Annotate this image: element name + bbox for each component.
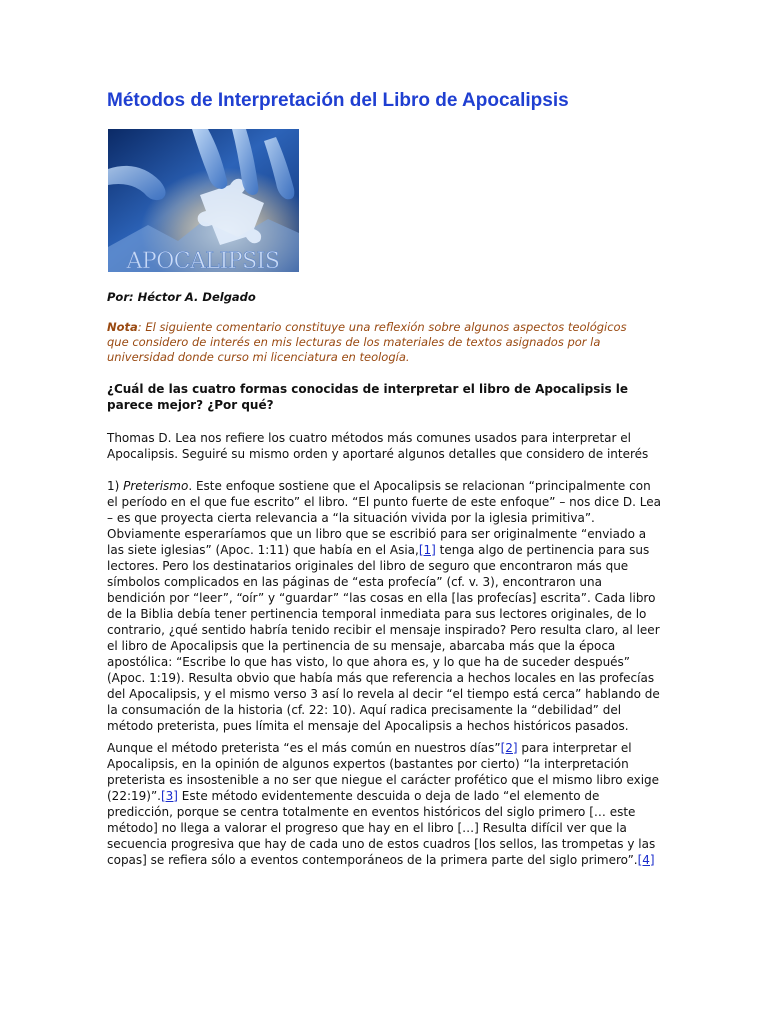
preterism-paragraph: [107, 478, 662, 734]
question-heading: ¿Cuál de las cuatro formas conocidas de interpretar el libro de Apocalipsis le parece mejor? ¿Por qué?: [107, 382, 629, 412]
intro-paragraph: Thomas D. Lea nos refiere los cuatro métodos más comunes usados para interpretar el Apocalipsis. Seguiré su mismo orden y aportaré algunos detalles que considero de interés: [107, 431, 649, 461]
item-number: 1): [107, 479, 124, 493]
note-text: : El siguiente comentario constituye una reflexión sobre algunos aspectos teológicos que considero de interés en mis lecturas de los materiales de textos asignados por la universidad donde curso mi licenciatura en teología.: [107, 320, 627, 364]
footnote-link-1[interactable]: [1]: [418, 543, 436, 557]
note-paragraph: [107, 320, 647, 365]
paragraph-text: . Este enfoque sostiene que el Apocalipsis se relacionan “principalmente con el período en el que fue escrito” el libro. “El punto fuerte de este enfoque” – nos dice D. Lea – es que proyecta cierta relevancia a “la situación vivida por la iglesia primitiva”. Obviamente esperaríamos que un libro que se escribió para ser originalmente “enviado a las siete iglesias” (Apoc. 1:11) que había en el Asia,: [107, 479, 661, 557]
preterist-critique-paragraph: [107, 740, 662, 868]
byline: Por: Héctor A. Delgado: [107, 290, 256, 304]
term-preterismo: Preterismo: [123, 479, 189, 493]
paragraph-text: Este método evidentemente descuida o deja de lado “el elemento de predicción, porque se centra totalmente en eventos históricos del siglo primero [… este método] no llega a valorar el progreso que hay en el libro […] Resulta difícil ver que la secuencia progresiva que hay de cada uno de estos cuadros [los sellos, las trompetas y las copas] se refiera sólo a eventos contemporáneos de la primera parte del siglo primero”.: [107, 789, 656, 867]
paragraph-text: tenga algo de pertinencia para sus lectores. Pero los destinatarios originales del libro de seguro que encontraron más que símbolos complicados en las páginas de “esta profecía” (cf. v. 3), encontraron una bendición por “leer”, “oír” y “guardar” “las cosas en ella [las profecías] escrita”. Cada libro de la Biblia debía tener pertinencia temporal inmediata para sus lectores originales, de lo contrario, ¿qué sentido habría tenido recibir el mensaje inspirado? Pero resulta claro, al leer el libro de Apocalipsis que la pertinencia de su mensaje, abarcaba más que la época apostólica: “Escribe lo que has visto, lo que ahora es, y lo que ha de suceder después” (Apoc. 1:19). Resulta obvio que había más que referencia a hechos locales en las profecías del Apocalipsis, y el mismo verso 3 así lo revela al decir “el tiempo está cerca” hablando de la consumación de la historia (cf. 22: 10). Aquí radica precisamente la “debilidad” del método preterista, pues límita el mensaje del Apocalipsis a hechos históricos pasados.: [107, 543, 660, 733]
apocalipsis-image: [108, 129, 299, 272]
image-caption: APOCALIPSIS: [126, 249, 280, 272]
puzzle-illustration: [108, 129, 299, 272]
footnote-link-2[interactable]: [2]: [500, 741, 518, 755]
page-title: Métodos de Interpretación del Libro de Apocalipsis: [107, 90, 569, 111]
paragraph-text: Aunque el método preterista “es el más común en nuestros días”: [107, 741, 501, 755]
paragraph-text: para interpretar el Apocalipsis, en la opinión de algunos expertos (bastantes por cierto) “la interpretación preterista es insostenible a no ser que niegue el carácter profético que el mismo libro exige (22:19)”.: [107, 741, 660, 803]
note-label: Nota: [107, 320, 138, 334]
footnote-link-3[interactable]: [3]: [160, 789, 178, 803]
footnote-link-4[interactable]: [4]: [637, 853, 655, 867]
